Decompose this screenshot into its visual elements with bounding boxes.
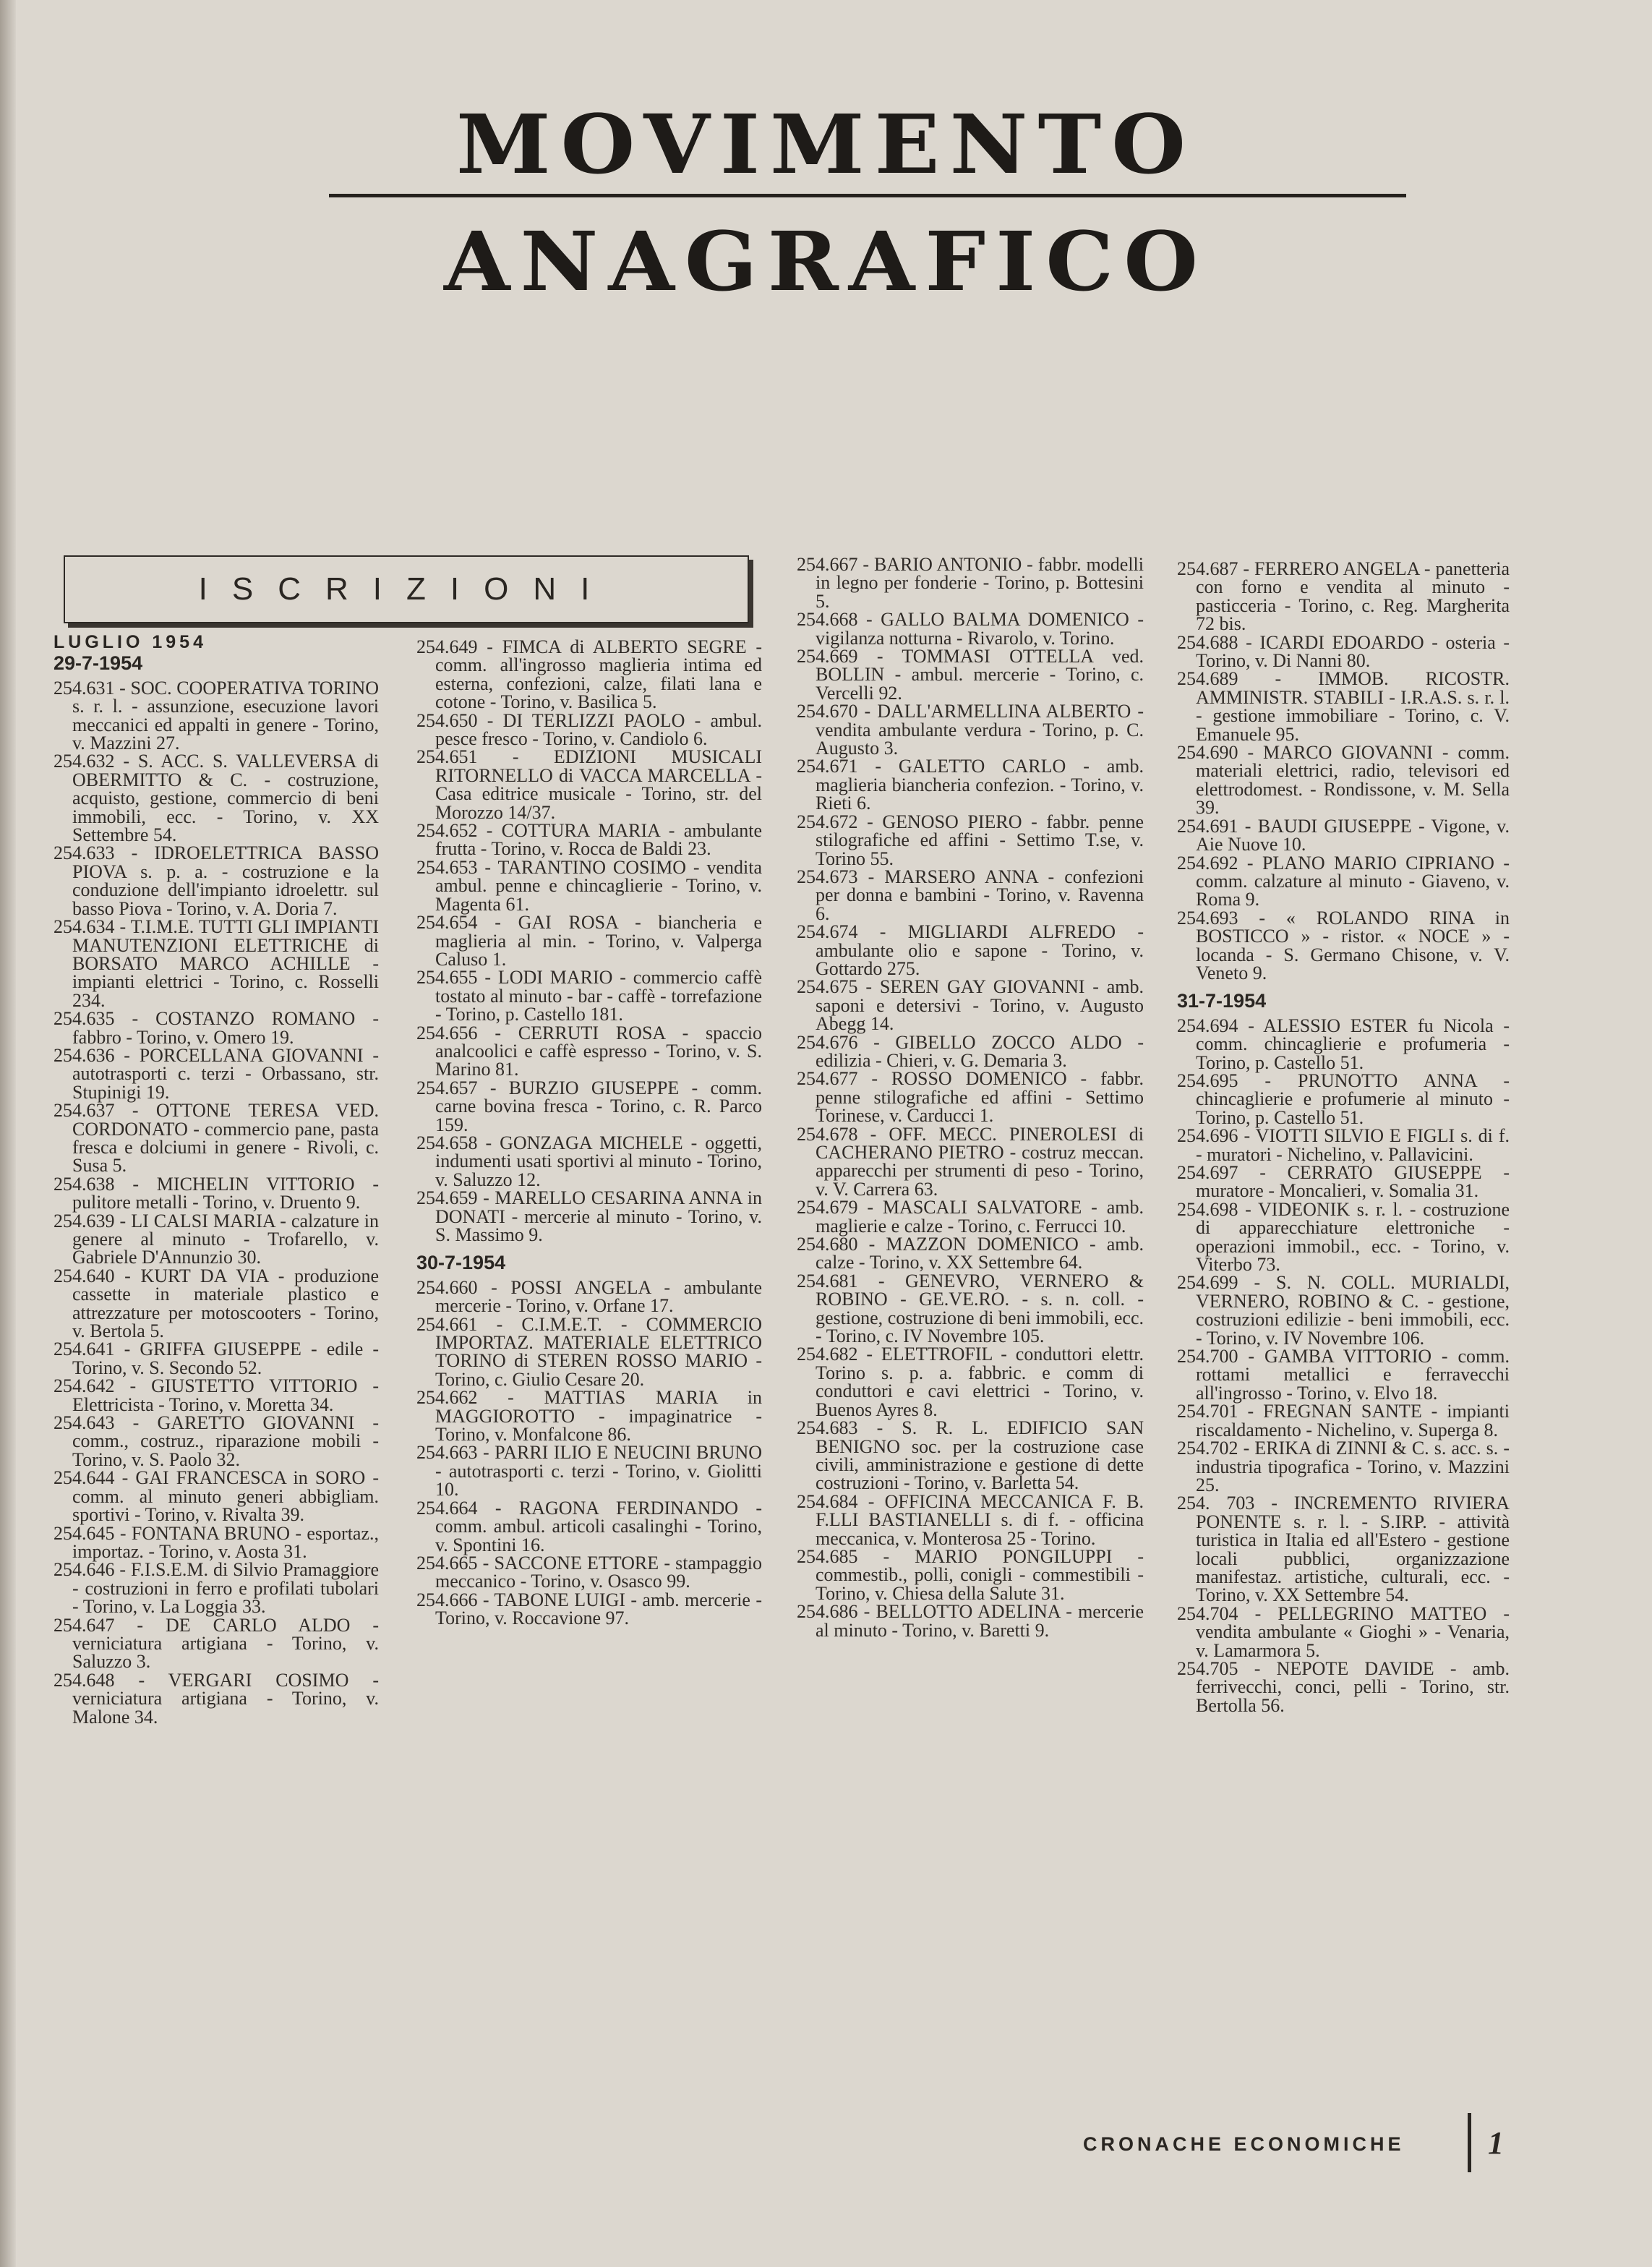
registry-entry: 254.698 - VIDEONIK s. r. l. - costruzione di apparecchiature elettroniche - operazioni immobil., ecc. - Torino, v. Viterbo 73. — [1177, 1198, 1510, 1276]
column-4 — [1177, 560, 1510, 1715]
registry-entry: 254.649 - FIMCA di ALBERTO SEGRE - comm. all'ingrosso maglieria intima ed esterna, confezioni, calze, filati lana e cotone - Torino, v. Basilica 5. — [416, 636, 762, 713]
registry-entry: 254.661 - C.I.M.E.T. - COMMERCIO IMPORTAZ. MATERIALE ELETTRICO TORINO di STEREN ROSSO MARIO - Torino, c. Giulio Cesare 20. — [416, 1313, 762, 1390]
date-heading: 29-7-1954 — [54, 652, 143, 675]
registry-entry: 254.673 - MARSERO ANNA - confezioni per donna e bambini - Torino, v. Ravenna 6. — [797, 866, 1144, 924]
registry-entry: 254.667 - BARIO ANTONIO - fabbr. modelli in legno per fonderie - Torino, p. Bottesini 5. — [797, 554, 1144, 612]
registry-entry: 254.643 - GARETTO GIOVANNI - comm., costruz., riparazione mobili - Torino, v. S. Paolo 32. — [54, 1412, 379, 1470]
registry-entry: 254.632 - S. ACC. S. VALLEVERSA di OBERMITTO & C. - costruzione, acquisto, gestione, commercio di beni immobili, ecc. - Torino, v. XX Settembre 54. — [54, 751, 379, 846]
registry-entry: 254.669 - TOMMASI OTTELLA ved. BOLLIN - ambul. mercerie - Torino, c. Vercelli 92. — [797, 646, 1144, 704]
registry-entry: 254.651 - EDIZIONI MUSICALI RITORNELLO di VACCA MARCELLA - Casa editrice musicale - Torino, str. del Morozzo 14/37. — [416, 746, 762, 823]
registry-entry: 254.662 - MATTIAS MARIA in MAGGIOROTTO - impaginatrice - Torino, v. Monfalcone 86. — [416, 1387, 762, 1446]
month-heading: LUGLIO 1954 — [54, 632, 207, 652]
registry-entry: 254.697 - CERRATO GIUSEPPE - muratore - Moncalieri, v. Somalia 31. — [1177, 1162, 1510, 1202]
registry-entry: 254.638 - MICHELIN VITTORIO - pulitore metalli - Torino, v. Druento 9. — [54, 1173, 379, 1213]
footer-divider — [1468, 2113, 1471, 2172]
registry-entry: 254.660 - POSSI ANGELA - ambulante mercerie - Torino, v. Orfane 17. — [416, 1276, 762, 1317]
column-3 — [797, 555, 1144, 1639]
registry-entry: 254.652 - COTTURA MARIA - ambulante frutta - Torino, v. Rocca de Baldi 23. — [416, 820, 762, 860]
registry-entry: 254.655 - LODI MARIO - commercio caffè tostato al minuto - bar - caffè - torrefazione - Torino, p. Castello 181. — [416, 967, 762, 1025]
registry-entry: 254.683 - S. R. L. EDIFICIO SAN BENIGNO soc. per la costruzione case civili, amministrazione e gestione di dette costruzioni - Torino, v. Barletta 54. — [797, 1417, 1144, 1494]
registry-entry: 254.663 - PARRI ILIO E NEUCINI BRUNO - autotrasporti c. terzi - Torino, v. Giolitti 10. — [416, 1442, 762, 1500]
registry-entry: 254.631 - SOC. COOPERATIVA TORINO s. r. l. - assunzione, esecuzione lavori meccanici ed appalti in genere - Torino, v. Mazzini 27. — [54, 677, 379, 754]
registry-entry: 254.657 - BURZIO GIUSEPPE - comm. carne bovina fresca - Torino, c. R. Parco 159. — [416, 1077, 762, 1135]
registry-entry: 254.672 - GENOSO PIERO - fabbr. penne stilografiche ed affini - Settimo T.se, v. Torino 55. — [797, 811, 1144, 869]
title-divider — [329, 194, 1406, 197]
registry-entry: 254.636 - PORCELLANA GIOVANNI - autotrasporti c. terzi - Orbassano, str. Stupinigi 19. — [54, 1044, 379, 1103]
registry-entry: 254.677 - ROSSO DOMENICO - fabbr. penne stilografiche ed affini - Settimo Torinese, v. Carducci 1. — [797, 1068, 1144, 1127]
registry-entry: 254.700 - GAMBA VITTORIO - comm. rottami metallici e ferravecchi all'ingrosso - Torino, v. Elvo 18. — [1177, 1346, 1510, 1404]
registry-entry: 254.685 - MARIO PONGILUPPI - commestib., polli, conigli - commestibili - Torino, v. Chiesa della Salute 31. — [797, 1545, 1144, 1604]
registry-entry: 254.640 - KURT DA VIA - produzione cassette in materiale plastico e attrezzature per motoscooters - Torino, v. Bertola 5. — [54, 1265, 379, 1342]
registry-entry: 254.654 - GAI ROSA - biancheria e maglieria al min. - Torino, v. Valperga Caluso 1. — [416, 912, 762, 970]
registry-entry: 254.648 - VERGARI COSIMO - verniciatura artigiana - Torino, v. Malone 34. — [54, 1669, 379, 1728]
registry-entry: 254.634 - T.I.M.E. TUTTI GLI IMPIANTI MANUTENZIONI ELETTRICHE di BORSATO MARCO ACHILLE - impianti elettrici - Torino, c. Rosselli 234. — [54, 916, 379, 1011]
registry-entry: 254.642 - GIUSTETTO VITTORIO - Elettricista - Torino, v. Moretta 34. — [54, 1375, 379, 1415]
registry-entry: 254.686 - BELLOTTO ADELINA - mercerie al minuto - Torino, v. Baretti 9. — [797, 1601, 1144, 1641]
registry-entry: 254.665 - SACCONE ETTORE - stampaggio meccanico - Torino, v. Osasco 99. — [416, 1552, 762, 1592]
date-heading: 30-7-1954 — [416, 1252, 506, 1274]
registry-entry: 254.678 - OFF. MECC. PINEROLESI di CACHERANO PIETRO - costruz meccan. apparecchi per strumenti di peso - Torino, v. V. Carrera 63. — [797, 1123, 1144, 1200]
registry-entry: 254.681 - GENEVRO, VERNERO & ROBINO - GE.VE.RO. - s. n. coll. - gestione, costruzione di beni immobili, ecc. - Torino, c. IV Novembre 105. — [797, 1270, 1144, 1347]
registry-entry: 254.675 - SEREN GAY GIOVANNI - amb. saponi e detersivi - Torino, v. Augusto Abegg 14. — [797, 976, 1144, 1035]
registry-entry: 254.635 - COSTANZO ROMANO - fabbro - Torino, v. Omero 19. — [54, 1008, 379, 1048]
registry-entry: 254.679 - MASCALI SALVATORE - amb. maglierie e calze - Torino, c. Ferrucci 10. — [797, 1197, 1144, 1237]
registry-entry: 254.639 - LI CALSI MARIA - calzature in genere al minuto - Trofarello, v. Gabriele D'Annunzio 30. — [54, 1210, 379, 1268]
registry-entry: 254.671 - GALETTO CARLO - amb. maglieria biancheria confezion. - Torino, v. Rieti 6. — [797, 756, 1144, 814]
registry-entry: 254.687 - FERRERO ANGELA - panetteria con forno e vendita al minuto - pasticceria - Torino, c. Reg. Margherita 72 bis. — [1177, 558, 1510, 635]
page-spine-shadow — [0, 0, 16, 2267]
registry-entry: 254.693 - « ROLANDO RINA in BOSTICCO » - ristor. « NOCE » - locanda - S. Germano Chisone, v. V. Veneto 9. — [1177, 907, 1510, 983]
registry-entry: 254.688 - ICARDI EDOARDO - osteria - Torino, v. Di Nanni 80. — [1177, 631, 1510, 672]
registry-entry: 254.650 - DI TERLIZZI PAOLO - ambul. pesce fresco - Torino, v. Candiolo 6. — [416, 709, 762, 750]
date-heading: 31-7-1954 — [1177, 990, 1267, 1012]
registry-entry: 254.666 - TABONE LUIGI - amb. mercerie - Torino, v. Roccavione 97. — [416, 1589, 762, 1629]
page-number: 1 — [1488, 2125, 1504, 2161]
registry-entry: 254.702 - ERIKA di ZINNI & C. s. acc. s. - industria tipografica - Torino, v. Mazzini 25. — [1177, 1438, 1510, 1495]
registry-entry: 254.704 - PELLEGRINO MATTEO - vendita ambulante « Gioghi » - Venaria, v. Lamarmora 5. — [1177, 1602, 1510, 1661]
registry-entry: 254.705 - NEPOTE DAVIDE - amb. ferrivecchi, conci, pelli - Torino, str. Bertolla 56. — [1177, 1657, 1510, 1716]
registry-entry: 254.674 - MIGLIARDI ALFREDO - ambulante olio e sapone - Torino, v. Gottardo 275. — [797, 921, 1144, 979]
column-1 — [54, 633, 379, 1726]
column-2 — [416, 638, 762, 1628]
registry-entry: 254.690 - MARCO GIOVANNI - comm. materiali elettrici, radio, televisori ed elettrodomest. - Rondissone, v. M. Sella 39. — [1177, 742, 1510, 819]
registry-entry: 254.694 - ALESSIO ESTER fu Nicola - comm. chincaglierie e profumeria - Torino, p. Castello 51. — [1177, 1015, 1510, 1073]
page-title-line-2: ANAGRAFICO — [443, 213, 1209, 309]
registry-entry: 254.695 - PRUNOTTO ANNA - chincaglierie e profumerie al minuto - Torino, p. Castello 51. — [1177, 1070, 1510, 1128]
registry-entry: 254.668 - GALLO BALMA DOMENICO - vigilanza notturna - Rivarolo, v. Torino. — [797, 609, 1144, 649]
registry-entry: 254.664 - RAGONA FERDINANDO - comm. ambul. articoli casalinghi - Torino, v. Spontini 16. — [416, 1497, 762, 1555]
registry-entry: 254. 703 - INCREMENTO RIVIERA PONENTE s. r. l. - S.IRP. - attività turistica in Italia ed all'Estero - gestione locali pubblici, organizzazione manifestaz. artistiche, culturali, ecc. - Torino, v. XX Settembre 54. — [1177, 1493, 1510, 1606]
page-title-line-1: MOVIMENTO — [455, 96, 1197, 192]
registry-entry: 254.637 - OTTONE TERESA VED. CORDONATO - commercio pane, pasta fresca e dolciumi in genere - Rivoli, c. Susa 5. — [54, 1100, 379, 1177]
registry-entry: 254.658 - GONZAGA MICHELE - oggetti, indumenti usati sportivi al minuto - Torino, v. Saluzzo 12. — [416, 1132, 762, 1190]
registry-entry: 254.633 - IDROELETTRICA BASSO PIOVA s. p. a. - costruzione e la conduzione dell'impianto idroelettr. sul basso Piova - Torino, v. A. Doria 7. — [54, 842, 379, 919]
registry-entry: 254.689 - IMMOB. RICOSTR. AMMINISTR. STABILI - I.R.A.S. s. r. l. - gestione immobiliare - Torino, c. V. Emanuele 95. — [1177, 668, 1510, 745]
registry-entry: 254.691 - BAUDI GIUSEPPE - Vigone, v. Aie Nuove 10. — [1177, 815, 1510, 855]
registry-entry: 254.692 - PLANO MARIO CIPRIANO - comm. calzature al minuto - Giaveno, v. Roma 9. — [1177, 852, 1510, 910]
registry-entry: 254.647 - DE CARLO ALDO - verniciatura artigiana - Torino, v. Saluzzo 3. — [54, 1614, 379, 1673]
registry-entry: 254.701 - FREGNAN SANTE - impianti riscaldamento - Nichelino, v. Superga 8. — [1177, 1401, 1510, 1440]
registry-entry: 254.646 - F.I.S.E.M. di Silvio Pramaggiore - costruzioni in ferro e profilati tubolari - Torino, v. La Loggia 33. — [54, 1559, 379, 1618]
registry-entry: 254.680 - MAZZON DOMENICO - amb. calze - Torino, v. XX Settembre 64. — [797, 1234, 1144, 1273]
registry-entry: 254.670 - DALL'ARMELLINA ALBERTO - vendita ambulante verdura - Torino, p. C. Augusto 3. — [797, 701, 1144, 759]
registry-entry: 254.653 - TARANTINO COSIMO - vendita ambul. penne e chincaglierie - Torino, v. Magenta 61. — [416, 856, 762, 915]
registry-entry: 254.696 - VIOTTI SILVIO E FIGLI s. di f. - muratori - Nichelino, v. Pallavicini. — [1177, 1125, 1510, 1165]
section-heading-box: ISCRIZIONI — [64, 555, 749, 623]
registry-entry: 254.645 - FONTANA BRUNO - esportaz., importaz. - Torino, v. Aosta 31. — [54, 1522, 379, 1562]
registry-entry: 254.682 - ELETTROFIL - conduttori elettr. Torino s. p. a. fabbric. e comm di conduttori e cavi elettrici - Torino, v. Buenos Ayres 8. — [797, 1344, 1144, 1420]
registry-entry: 254.659 - MARELLO CESARINA ANNA in DONATI - mercerie al minuto - Torino, v. S. Massimo 9. — [416, 1187, 762, 1245]
publication-name: CRONACHE ECONOMICHE — [1083, 2133, 1405, 2155]
registry-entry: 254.641 - GRIFFA GIUSEPPE - edile - Torino, v. S. Secondo 52. — [54, 1339, 379, 1378]
registry-entry: 254.644 - GAI FRANCESCA in SORO - comm. al minuto generi abbigliam. sportivi - Torino, v. Rivalta 39. — [54, 1467, 379, 1526]
registry-entry: 254.676 - GIBELLO ZOCCO ALDO - edilizia - Chieri, v. G. Demaria 3. — [797, 1031, 1144, 1071]
registry-entry: 254.656 - CERRUTI ROSA - spaccio analcoolici e caffè espresso - Torino, v. S. Marino 81. — [416, 1022, 762, 1080]
registry-entry: 254.699 - S. N. COLL. MURIALDI, VERNERO, ROBINO & C. - gestione, costruzioni edilizie - beni immobili, ecc. - Torino, v. IV Novembre 106. — [1177, 1272, 1510, 1349]
registry-entry: 254.684 - OFFICINA MECCANICA F. B. F.LLI BASTIANELLI s. di f. - officina meccanica, v. Monterosa 25 - Torino. — [797, 1490, 1144, 1549]
